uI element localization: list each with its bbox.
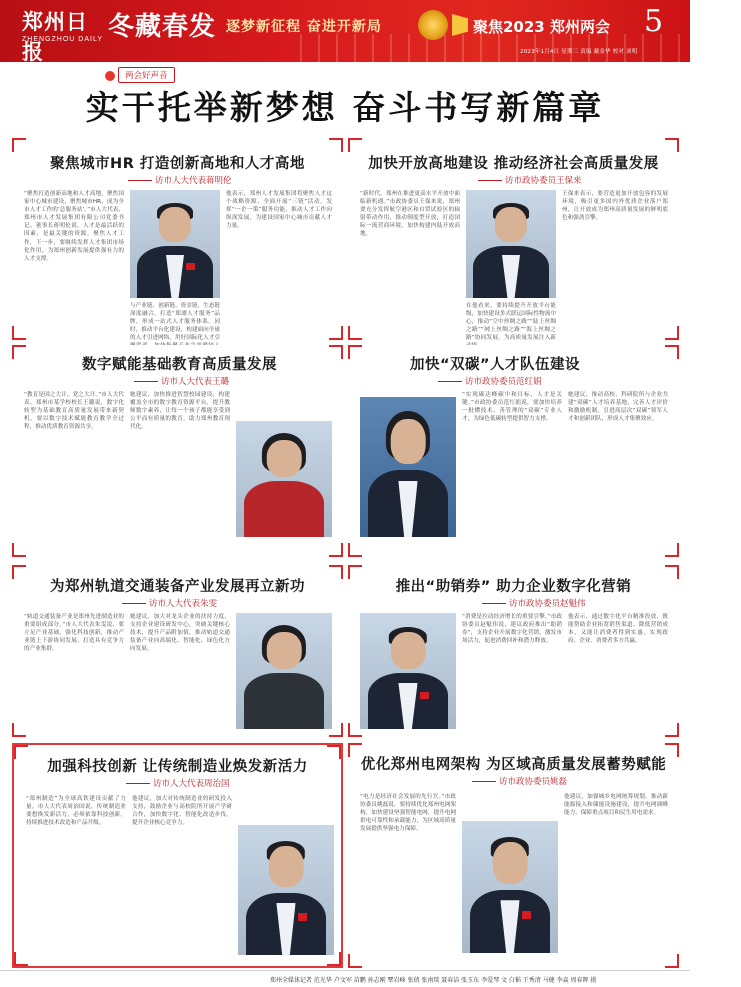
event-title: 聚焦2023 郑州两会 bbox=[473, 18, 610, 36]
article-panel bbox=[348, 743, 679, 968]
article-body: “电力是经济社会发展的先行官。”市政协委员姚磊说，要持续优化郑州电网架构，加快建设坚强智能电网，提升电网供电可靠性和承载能力，为区域高质量发展提供坚强电力保障。 bbox=[360, 794, 456, 833]
article-title: 推出“助销券” 助力企业数字化营销 bbox=[395, 579, 632, 595]
portrait-photo bbox=[466, 190, 556, 298]
article-byline: 访市人大代表蒋明伦 bbox=[128, 174, 232, 186]
article-byline: 访市政协委员王保来 bbox=[478, 174, 582, 186]
article-body: 在他看来，要持续提升开放平台能级，加快建设多式联运国际性物流中心，推动“空中丝绸之路”“陆上丝绸之路”“网上丝绸之路”“海上丝绸之路”协同发展，为高质量发展注入新 bbox=[466, 303, 556, 342]
article-body: “郑州制造”为全球高铁建设贡献了力量。市人大代表周治国说，传统制造业要想焕发新活力，必须依靠科技创新，持续推进技术改造和产品升级。 bbox=[26, 796, 126, 827]
article-byline: 访市人大代表朱雯 bbox=[122, 597, 217, 609]
article-body: 她建议，加大对龙头企业的扶持力度，支持企业建设研发中心，突破关键核心技术，提升产品附加值，推动轨道交通装备产业向高端化、智能化、绿色化方向发展。 bbox=[130, 614, 230, 653]
section-tag: 两会好声音 bbox=[118, 67, 175, 83]
article-body: 他建议，加大对传统制造业的研发投入支持，鼓励企业与高校院所开展产学研合作，加快数字化、智能化改造步伐，提升企业核心竞争力。 bbox=[132, 796, 232, 827]
article-body: “消费是拉动经济增长的重要引擎。”市政协委员赵魁伟说，建议政府推出“助销券”，支持企业开展数字化营销，激发市场活力，促进消费回补和潜力释放。 bbox=[462, 614, 562, 645]
article-body: 他表示，通过数字化平台精准投放，既能帮助企业拓宽销售渠道、降低营销成本，又能让消费者得到实惠，实现政府、企业、消费者多方共赢。 bbox=[568, 614, 668, 645]
article-byline: 访市人大代表王璐 bbox=[134, 375, 229, 387]
article-panel bbox=[348, 345, 679, 557]
article-body: 王保来表示，要营造更加开放包容的发展环境，吸引更多国内外优质企业落户郑州，让开放成为郑州高质量发展的鲜明底色和强劲引擎。 bbox=[562, 191, 668, 222]
article-panel bbox=[12, 138, 343, 340]
article-body: “教育是国之大计、党之大计。”市人大代表、郑州市某学校校长王璐说，数字化转型为基础教育高质量发展带来新契机，要以数字技术赋能教育教学全过程，推动优质教育资源共享。 bbox=[24, 392, 124, 431]
article-byline: 访市人大代表周治国 bbox=[126, 777, 230, 789]
article-body: “聚焦打造创新高地和人才高地，聚焦国家中心城市建设，聚焦城市HR，成为全市人才工作的‘总服务站’。”市人大代表、郑州市人才发展集团有限公司党委书记、董事长蒋明伦说，人才是最活跃的因素，是最关键的资源。聚焦人才工作，下一步，要继续发挥人才集团市场化作用，为郑州创新发展提供强有力的人才支撑。 bbox=[24, 191, 124, 262]
portrait-photo bbox=[130, 190, 220, 298]
article-body: 与产业链、创新链、资金链、生态链深度融合，打造“郑漂人才服务”品牌，形成一站式人才服务体系。同时，推动平台化建设，构建面向全球的人才引进网络，用好国际化人才引 bbox=[130, 303, 220, 342]
article-title: 加快“双碳”人才队伍建设 bbox=[410, 357, 581, 373]
article-body: “实现碳达峰碳中和目标，人才是关键。”市政协委员范红娟说，要加快培养一批懂技术、善管理的“双碳”专业人才，为绿色低碳转型提供智力支撑。 bbox=[462, 392, 562, 423]
photo-credits-footer: 郑州全媒体记者 范光华 卢文军 苗鹏 孙志刚 覃岩峰 张倩 张南琰 聂春洁 张玉东 李爱琴 文 白韬 王秀清 马健 李焱 周春晖 摄 bbox=[0, 970, 690, 987]
masthead-slogan-main: 冬藏春发 bbox=[108, 12, 217, 42]
emblem-icon bbox=[418, 10, 448, 40]
article-body: 他建议，加强城乡电网统筹规划，推动新能源接入和储能设施建设，提升电网调峰能力，保障重点项目和民生用电需求。 bbox=[564, 794, 668, 817]
article-title: 加快开放高地建设 推动经济社会高质量发展 bbox=[368, 156, 659, 172]
article-byline: 访市政协委员范红娟 bbox=[438, 375, 542, 387]
portrait-photo bbox=[236, 421, 332, 537]
article-body: 她建议，加快推进智慧校园建设，构建覆盖全市的数字教育资源平台，提升教师数字素养，让每一个孩子都能享受到公平而有质量的教育，助力郑州教育现代化。 bbox=[130, 392, 230, 431]
masthead-slogan-sub: 逐梦新征程 奋进开新局 bbox=[226, 19, 382, 35]
article-body: “新时代，郑州在推进更高水平开放中面临新机遇。”市政协委员王保来说，郑州要充分发挥航空港区和自贸试验区的辐射带动作用，推动制度型开放，打造国际一流营商环境，加快构建内陆开放高地。 bbox=[360, 191, 460, 238]
portrait-photo bbox=[360, 613, 456, 729]
page-number: 5 bbox=[644, 4, 664, 39]
article-byline: 访市政协委员姚磊 bbox=[472, 775, 567, 787]
article-body: “轨道交通装备产业是郑州先进制造业的重要组成部分。”市人大代表朱雯说，要立足产业基础，强化科技创新，推动产业链上下游协同发展，打造具有竞争力的产业集群。 bbox=[24, 614, 124, 653]
article-panel bbox=[348, 138, 679, 340]
article-byline: 访市政协委员赵魁伟 bbox=[482, 597, 586, 609]
article-panel bbox=[12, 345, 343, 557]
article-title: 聚焦城市HR 打造创新高地和人才高地 bbox=[50, 156, 305, 172]
masthead bbox=[0, 0, 690, 62]
newspaper-logo-subtitle: ZHENGZHOU DAILY bbox=[22, 36, 103, 43]
article-title: 优化郑州电网架构 为区域高质量发展蓄势赋能 bbox=[360, 757, 667, 773]
portrait-photo bbox=[360, 397, 456, 537]
page-headline: 实干托举新梦想 奋斗书写新篇章 bbox=[85, 88, 605, 127]
article-panel bbox=[12, 565, 343, 737]
newspaper-logo: 郑州日报 bbox=[22, 9, 88, 64]
article-panel-highlighted bbox=[12, 743, 343, 968]
flag-icon bbox=[452, 14, 468, 36]
portrait-photo bbox=[238, 825, 334, 955]
article-body: 她建议，推动高校、科研院所与企业共建“双碳”人才培养基地，完善人才评价和激励机制，引进高层次“双碳”领军人才和创新团队，形成人才集聚效应。 bbox=[568, 392, 668, 423]
dateline: 2023年1月4日 星期三 责编 戴金华 校对 刘明 bbox=[520, 49, 638, 55]
article-panel bbox=[348, 565, 679, 737]
portrait-photo bbox=[236, 613, 332, 729]
portrait-photo bbox=[462, 821, 558, 953]
article-title: 为郑州轨道交通装备产业发展再立新功 bbox=[50, 579, 305, 595]
article-body: 他表示，郑州人才发展集团将聚焦人才这个战略资源，全面开展“三链”活动，发挥“一企一策”服务功能，推动人才工作向纵深发展，为建设国家中心城市贡献人才力量。 bbox=[226, 191, 332, 230]
article-title: 数字赋能基础教育高质量发展 bbox=[82, 357, 277, 373]
article-title: 加强科技创新 让传统制造业焕发新活力 bbox=[47, 759, 308, 775]
